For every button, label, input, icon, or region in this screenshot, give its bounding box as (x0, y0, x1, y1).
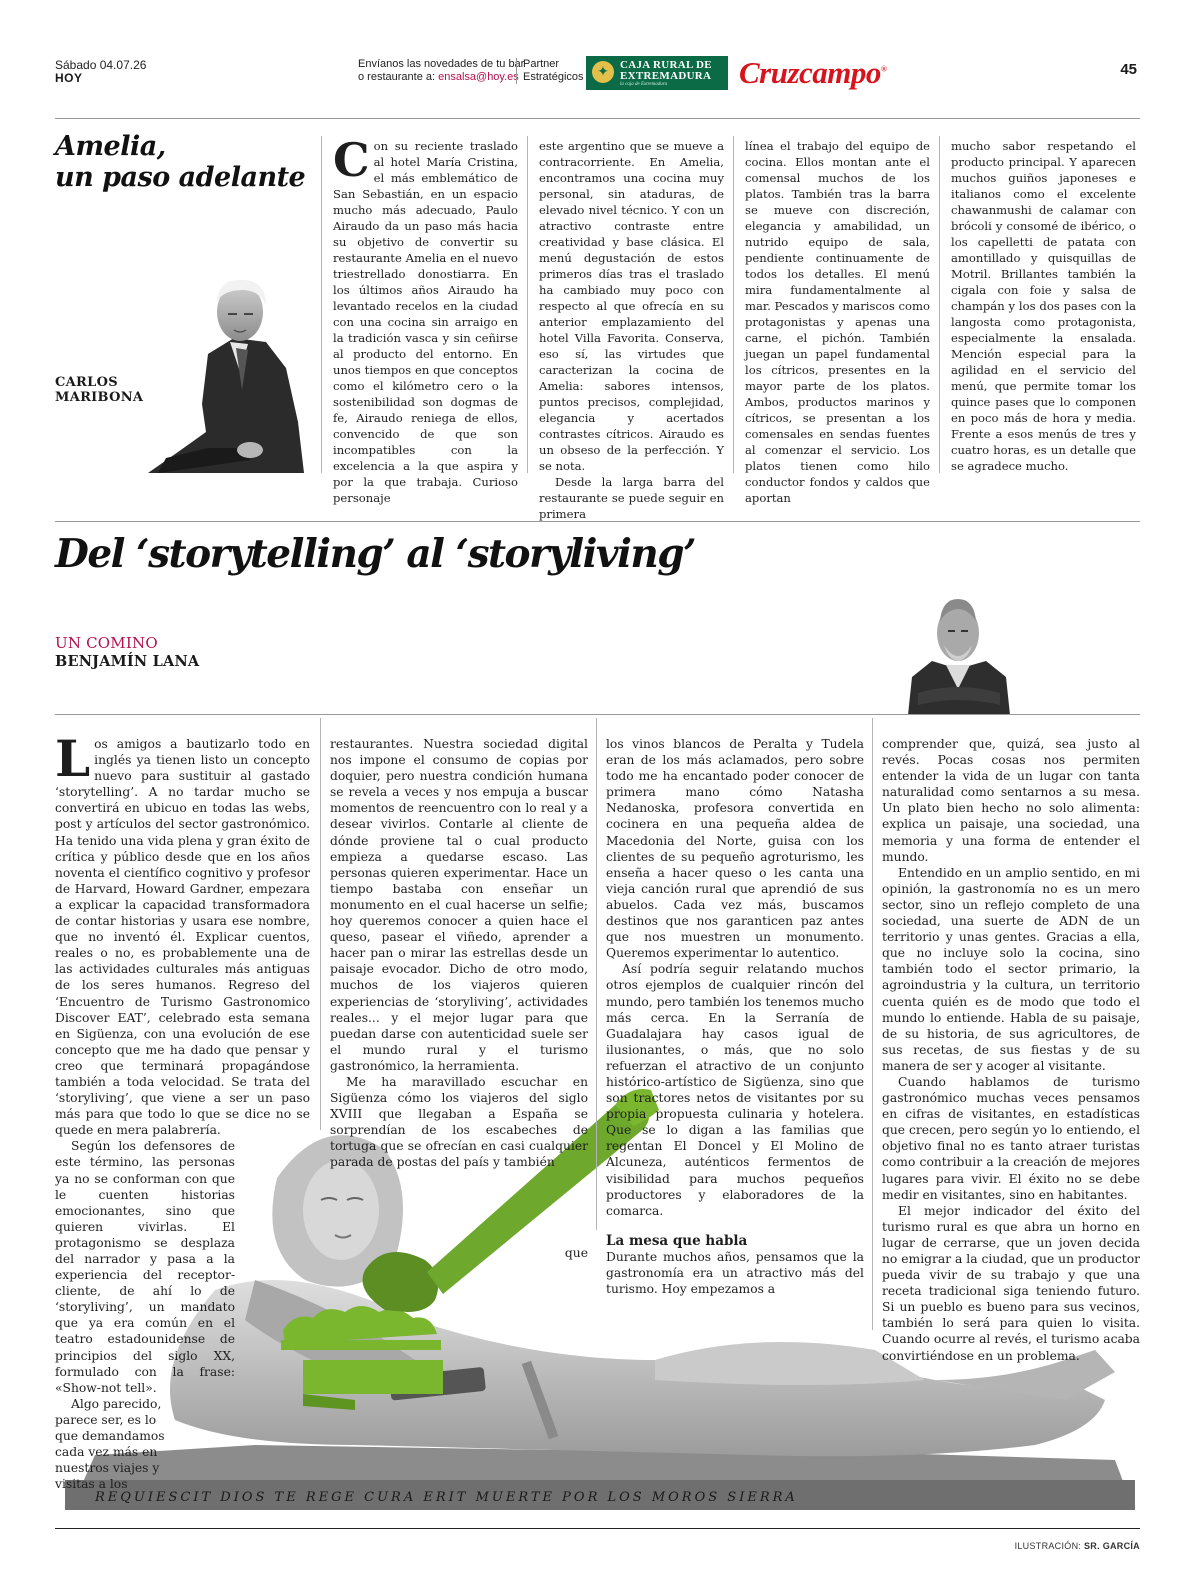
review-col4-text: mucho sabor respetando el producto principal. Y aparecen muchos guiños japoneses e italianos como el excelente chawanmushi de calamar con brócoli y consomé de ibérico, o los capelletti de patata con amontillado y quisquillas de Motril. Brillantes también la cigala con foie y salsa de champán y los dos pases con la langosta como protagonista, especialmente la ensalada. Mención especial para la agilidad en el servicio del menú, que permite tomar los quince pases que lo componen en poco más de hora y media. Frente a esos menús de tres y cuatro horas, es un detalle que se agradece mucho. (951, 139, 1136, 473)
feature-col1-para-3: Algo parecido, parece ser, es lo que demandamos cada vez más en nuestros viajes y visitas a los (55, 1396, 165, 1492)
page-number: 45 (1120, 61, 1137, 78)
contact-email-link[interactable]: ensalsa@hoy.es (438, 71, 519, 83)
review-title-line-1: Amelia, (55, 131, 166, 162)
feature-col4-para-3: Cuando hablamos de turismo gastronómico muchas veces pensamos en cifras de visitantes, en estadísticas que crecen, pero según yo lo entiendo, el objetivo final no es tanto atraer turistas como contribuir a la creación de mejores lugares para vivir. El éxito no se debe medir en visitantes, sino en habitantes. (882, 1074, 1140, 1202)
review-title-line-2: un paso adelante (55, 162, 306, 193)
review-col3-text: línea el trabajo del equipo de cocina. Ellos montan ante el comensal muchos de los platos. También tras la barra se mueve con discreción, elegancia y amabilidad, un nutrido equipo de sala, pendiente continuamente de todos los detalles. El menú mira fundamentalmente al mar. Pescados y mariscos como protagonistas y apenas una carne, el pichón. También juegan un papel fundamental los cítricos, presentes en la mayor parte de los platos. Ambos, productos marinos y cítricos, se presentan a los comensales en sendas fuentes al comenzar el servicio. Los platos tienen como hilo conductor fondos y caldos que aportan (745, 139, 930, 505)
review-col-divider-4 (939, 136, 940, 473)
review-column-1 (333, 133, 518, 506)
cruzcampo-logo: Cruzcampo® (739, 55, 887, 90)
issue-date: Sábado 04.07.26 (55, 58, 147, 72)
feature-col3-para-1: los vinos blancos de Peralta y Tudela eran de los más aclamados, pero sobre todo me ha encantado poder conocer de primera mano cómo Natasha Nedanoska, profesora convertida en cocinera en una pequeña aldea de Macedonia del Norte, guisa con los clientes de su pequeño agroturismo, les enseña a hacer queso o les canta una vieja canción rural que aprendió de sus abuelos. Cada vez más, buscamos destinos que nos garanticen paz antes que nos muestren un monumento. Queremos experimentar lo autentico. (606, 737, 864, 961)
credit-name: SR. GARCÍA (1083, 1541, 1140, 1551)
partner-label (516, 58, 584, 84)
feature-col2-para-2: Me ha maravillado escuchar en Sigüenza cómo los viajeros del siglo XVIII que llegaban a España se sorprendían de los escabeches de tortuga que se ofrecían en casi cualquier parada de postas del país y también (330, 1074, 588, 1170)
review-dropcap: C (333, 133, 370, 187)
section-rule (55, 521, 1140, 522)
contact-notice (358, 58, 524, 84)
feature-title: Del ‘storytelling’ al ‘storyliving’ (55, 531, 696, 577)
review-col-divider-1 (321, 136, 322, 473)
feature-dropcap: L (55, 729, 91, 788)
review-author-line-2: MARIBONA (55, 390, 144, 405)
feature-column-1 (55, 729, 310, 1492)
illustration-credit (1015, 1541, 1140, 1551)
review-col-divider-2 (527, 136, 528, 473)
contact-line-2: o restaurante a: ensalsa@hoy.es (358, 71, 519, 83)
feature-col4-para-2: Entendido en un amplio sentido, en mi opinión, la gastronomía no es un mero sector, sino un reflejo completo de una sociedad, una suerte de ADN de un territorio y unas gentes. Gracias a ella, que no incluye solo la cocina, sino también todo el sector primario, la agroindustria y la cultura, un territorio cuenta quién es de modo que todo el mundo lo entiende. Habla de su paisaje, de su historia, de sus agricultores, de sus recetas, de sus fiestas y de su manera de ser y acoger al visitante. (882, 865, 1140, 1073)
feature-subhead: La mesa que habla (606, 1232, 748, 1249)
contact-line-1: Envíanos las novedades de tu bar (358, 58, 525, 70)
feature-col1-para-1: os amigos a bautizarlo todo en inglés ya tienen listo un concepto nuevo para sustituir al gastado ‘storytelling’. A no tardar mucho se convertirá en ubicuo en todas las webs, post y artículos del sector gastronómico. Ha tenido una vida plena y gran éxito de crítica y público desde que en los años noventa el científico cognitivo y profesor de Harvard, Howard Gardner, empezara a explicar la capacidad transformadora de contar historias y usara ese nombre, que no inventó él. Explicar cuentos, reales o no, es probablemente una de las actividades culturales más antiguas de los seres humanos. Regreso del ‘Encuentro de Turismo Gastronomico Discover EAT’, celebrado esta semana en Sigüenza, con una evolución de ese concepto que me ha dado que pensar y creo que terminará propagándose también a toda velocidad. Se trata del ‘storyliving’, que viene a ser un paso más para que todo lo que se dice no se quede en mera palabrería. (55, 737, 310, 1138)
partner-label-line-2: Estratégicos (523, 71, 584, 83)
review-author-line-1: CARLOS (55, 375, 118, 390)
author-portrait-carlos (148, 272, 306, 473)
feature-column-2 (330, 736, 588, 1261)
review-col-divider-3 (733, 136, 734, 473)
caja-line-1: CAJA RURAL DE (620, 59, 712, 71)
caja-rural-logo (586, 56, 728, 90)
top-rule (55, 118, 1140, 119)
feature-col2-tail: que (564, 1245, 588, 1260)
feature-author: BENJAMÍN LANA (55, 653, 200, 670)
feature-col4-para-4: El mejor indicador del éxito del turismo rural es que abra un horno en lugar de cerrarse, que un joven decida no emigrar a la ciudad, que un productor pueda vivir de su trabajo y que una receta tradicional siga teniendo futuro. Si un pueblo es bueno para sus vecinos, también lo será para quien lo visita. Cuando ocurre al revés, el turismo acaba convirtiéndose en un problema. (882, 1203, 1140, 1363)
review-col2-para-1: este argentino que se mueve a contracorriente. En Amelia, encontramos una cocina muy personal, sin ataduras, de elevado nivel técnico. Y con un atractivo contraste entre creatividad y base clásica. El menú degustación de estos primeros días tras el traslado ha cambiado muy poco con respecto al que ofrecía en su anterior emplazamiento del hotel Villa Favorita. Conserva, eso sí, las virtudes que caracterizan la cocina de Amelia: sabores intensos, puntos precisos, complejidad, elegancia y acertados contrastes cítricos. Airaudo es un obseso de la perfección. Y se nota. (539, 139, 724, 473)
masthead (55, 55, 1140, 105)
caja-rural-name (620, 60, 712, 82)
caja-emblem-icon: ✦ (592, 61, 614, 83)
feature-rule (55, 714, 1140, 715)
section-kicker: UN COMINO (55, 634, 158, 652)
inscription: REQUIESCIT DIOS TE REGE CURA ERIT MUERTE POR LOS MOROS SIERRA (95, 1490, 798, 1505)
review-column-4 (951, 138, 1136, 474)
review-author (55, 375, 143, 405)
bottom-rule (55, 1528, 1140, 1529)
author-portrait-benjamin (908, 585, 1010, 715)
caja-tagline: la caja de Extremadura (620, 82, 668, 87)
feature-col-divider-3 (872, 718, 873, 1330)
feature-col2-para-1: restaurantes. Nuestra sociedad digital nos impone el consumo de copias por doquier, pero nuestra condición humana se revela a veces y nos empuja a buscar momentos de reencuentro con lo real y a desear vivirlos. Contarle al cliente de dónde proviene tal o cual producto empieza a quedarse escaso. Las personas quieren experimentar. Hace un tiempo bastaba con enseñar un monumento en el cual hacerse un selfie; hoy queremos conocer a quien hace el queso, pasear el viñedo, aprender a hacer pan o mirar las estrellas desde un paisaje evocador. Dicho de otro modo, muchos de los viajeros quieren experiencias de ‘storyliving’, actividades reales... y el mejor lugar para que puedan darse con autenticidad suele ser el mundo rural y el turismo gastronómico, la herramienta. (330, 737, 588, 1073)
caja-line-2: EXTREMADURA (620, 70, 712, 82)
feature-column-3 (606, 736, 864, 1297)
paper-name: HOY (55, 71, 83, 85)
cruzcampo-wordmark: Cruzcampo (739, 55, 881, 90)
credit-label: ILUSTRACIÓN: (1014, 1541, 1084, 1551)
feature-col-divider-1 (320, 718, 321, 1130)
partner-label-line-1: Partner (523, 58, 560, 70)
review-col2-para-2: Desde la larga barra del restaurante se puede seguir en primera (539, 475, 724, 521)
feature-col1-para-2: Según los defensores de este término, las personas ya no se conforman con que le cuenten historias emocionantes, sino que quieren vivirlas. El protagonismo se desplaza del narrador y pasa a la experiencia del receptor-cliente, de ahí lo de ‘storyliving’, un mandato que ya era común en el teatro estadounidense de principios del siglo XX, formulado con la frase: «Show-not tell». (55, 1139, 235, 1395)
feature-col4-para-1: comprender que, quizá, sea justo al revés. Pocas cosas nos permiten entender la vida de un lugar con tanta naturalidad como sentarnos a su mesa. Un plato bien hecho no solo alimenta: explica un paisaje, una sociedad, una memoria y una forma de entender el mundo. (882, 737, 1140, 864)
review-column-2 (539, 138, 724, 522)
feature-col3-para-2: Así podría seguir relatando muchos otros ejemplos de cualquier rincón del mundo, pero también los tenemos mucho más cerca. En la Serranía de Guadalajara hay casos igual de ilusionantes, o más, que no solo refuerzan el atractivo de un conjunto histórico-artístico de Sigüenza, sino que son tractores netos de visitantes por su propia propuesta culinaria y hotelera. Que se lo digan a las familias que regentan El Doncel y El Molino de Alcuneza, auténticos fermentos de visibilidad para muchos pequeños productores y elaboradores de la comarca. (606, 962, 864, 1218)
feature-col3-para-3: Durante muchos años, pensamos que la gastronomía era un atractivo más del turismo. Hoy empezamos a (606, 1249, 864, 1297)
feature-col-divider-2 (596, 718, 597, 1230)
review-title (55, 131, 305, 193)
review-column-3 (745, 138, 930, 506)
feature-column-4 (882, 736, 1140, 1364)
review-col1-text: on su reciente traslado al hotel María Cristina, el más emblemático de San Sebastián, en un espacio mucho más adecuado, Paulo Airaudo da un paso más hacia su objetivo de convertir su restaurante Amelia en el nuevo triestrellado donostiarra. En los últimos años Airaudo ha levantado recelos en la ciudad con una cocina sin arraigo en la tradición vasca y sin ceñirse al producto del entorno. En unos tiempos en que conceptos como el kilómetro cero o la sostenibilidad son dogmas de fe, Airaudo reniega de ellos, convencido de que son incompatibles con la excelencia a la que aspira y por la que trabaja. Curioso personaje (333, 139, 518, 505)
